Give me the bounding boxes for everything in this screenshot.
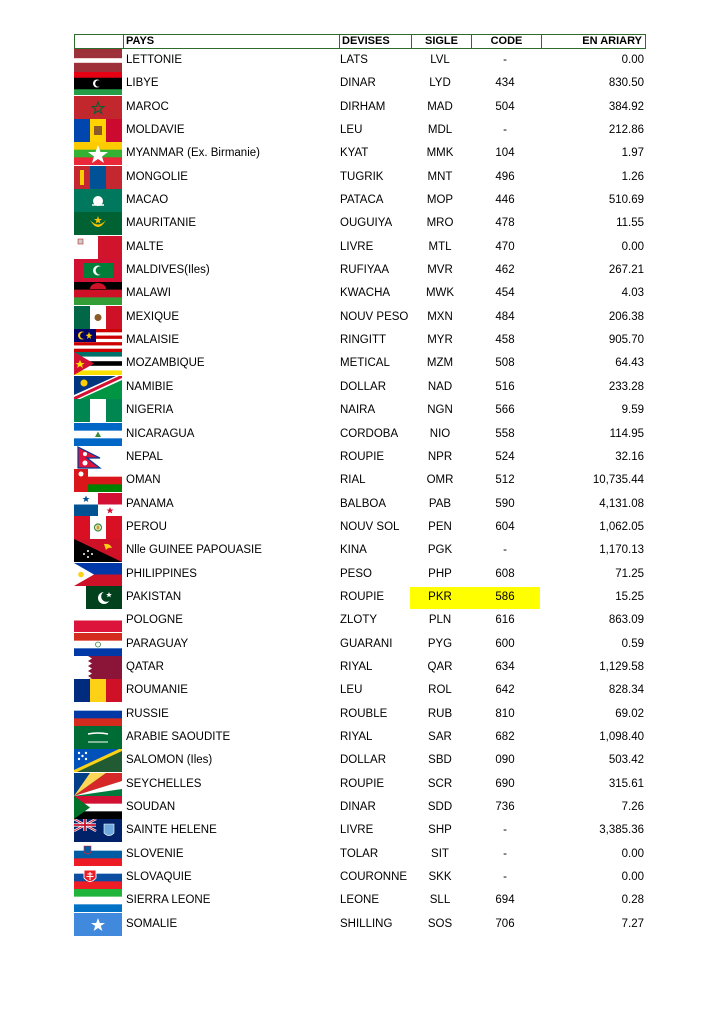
cell-pays: SOUDAN (126, 801, 176, 813)
table-header (74, 34, 646, 49)
cell-en-ariary: 905.70 (608, 334, 644, 347)
table-row (74, 516, 646, 539)
cell-sigle: SIT (431, 847, 449, 860)
cell-sigle: MTL (428, 240, 452, 253)
cell-code: 516 (495, 380, 515, 393)
cell-devises: KYAT (340, 147, 369, 160)
cell-en-ariary: 315.61 (608, 777, 644, 790)
cell-pays: NEPAL (126, 450, 163, 463)
cell-en-ariary: 0.28 (621, 894, 644, 907)
cell-sigle: MZM (426, 357, 454, 370)
cell-sigle: SDD (427, 801, 453, 813)
table-row (74, 236, 646, 259)
cell-en-ariary: 503.42 (608, 754, 644, 767)
header-flag-cell (75, 35, 125, 48)
cell-sigle: SOS (427, 917, 453, 930)
cell-en-ariary: 15.25 (615, 590, 644, 603)
cell-sigle: PLN (428, 614, 452, 627)
table-row (74, 259, 646, 282)
cell-en-ariary: 384.92 (608, 100, 644, 113)
mauritanie-flag-icon (74, 212, 122, 235)
table-row (74, 469, 646, 492)
cell-code: - (503, 824, 507, 837)
header-sigle: SIGLE (411, 35, 471, 48)
cell-devises: KWACHA (340, 287, 391, 300)
table-row (74, 866, 646, 889)
cell-en-ariary: 0.00 (621, 240, 644, 253)
cell-sigle: NAD (427, 380, 453, 393)
cell-code: 434 (495, 77, 515, 90)
table-row (74, 119, 646, 142)
nigeria-flag-icon (74, 399, 122, 422)
cell-sigle: OMR (426, 474, 454, 487)
cell-devises: ROUPIE (340, 777, 385, 790)
cell-code: 446 (495, 194, 515, 207)
cell-pays: PHILIPPINES (126, 567, 197, 580)
cell-en-ariary: 1,098.40 (599, 730, 644, 743)
cell-pays: OMAN (126, 474, 161, 487)
namibie-flag-icon (74, 376, 122, 399)
header-code: CODE (471, 35, 541, 48)
cell-en-ariary: 0.59 (621, 637, 644, 650)
cell-pays: SLOVENIE (126, 847, 184, 860)
cell-code: 496 (495, 170, 515, 183)
cell-devises: PATACA (340, 194, 384, 207)
cell-en-ariary: 4.03 (621, 287, 644, 300)
cell-sigle: PGK (427, 544, 453, 557)
cell-en-ariary: 0.00 (621, 54, 644, 66)
perou-flag-icon (74, 516, 122, 539)
cell-devises: LATS (340, 54, 368, 66)
cell-code: 642 (495, 684, 515, 697)
cell-devises: OUGUIYA (340, 217, 393, 230)
cell-code: 634 (495, 660, 515, 673)
qatar-flag-icon (74, 656, 122, 679)
paraguay-flag-icon (74, 633, 122, 656)
cell-devises: PESO (340, 567, 372, 580)
cell-pays: SIERRA LEONE (126, 894, 211, 907)
cell-devises: CORDOBA (340, 427, 399, 440)
maroc-flag-icon (74, 96, 122, 119)
cell-devises: DOLLAR (340, 380, 387, 393)
table-row (74, 703, 646, 726)
cell-sigle: MWK (425, 287, 455, 300)
cell-sigle: MDL (427, 124, 453, 137)
sierra-leone-flag-icon (74, 889, 122, 912)
cell-en-ariary: 1,062.05 (599, 520, 644, 533)
cell-code: 604 (495, 520, 515, 533)
cell-en-ariary: 10,735.44 (592, 474, 644, 487)
cell-pays: MALAWI (126, 287, 171, 300)
cell-en-ariary: 0.00 (621, 871, 644, 884)
cell-sigle: RUB (427, 707, 453, 720)
lettonie-flag-icon (74, 49, 122, 72)
nicaragua-flag-icon (74, 423, 122, 446)
cell-code: 586 (495, 590, 515, 603)
cell-en-ariary: 7.27 (621, 917, 644, 930)
cell-pays: MACAO (126, 194, 169, 207)
cell-devises: RUFIYAA (340, 264, 389, 277)
cell-devises: GUARANI (340, 637, 393, 650)
cell-code: 694 (495, 894, 515, 907)
cell-devises: LEONE (340, 894, 379, 907)
table-row (74, 913, 646, 936)
cell-code: 682 (495, 730, 515, 743)
cell-pays: MALDIVES(Iles) (126, 264, 210, 277)
cell-sigle: MVR (427, 264, 453, 277)
cell-pays: SAINTE HELENE (126, 824, 217, 837)
cell-pays: MOZAMBIQUE (126, 357, 205, 370)
table-row (74, 306, 646, 329)
cell-pays: MAURITANIE (126, 217, 197, 230)
macao-flag-icon (74, 189, 122, 212)
cell-pays: PARAGUAY (126, 637, 189, 650)
cell-sigle: MYR (427, 334, 453, 347)
cell-en-ariary: 4,131.08 (599, 497, 644, 510)
cell-devises: NOUV SOL (340, 520, 400, 533)
cell-code: 706 (495, 917, 515, 930)
cell-sigle: PKR (428, 590, 452, 603)
cell-sigle: SLL (429, 894, 451, 907)
cell-code: - (503, 54, 507, 66)
cell-code: 690 (495, 777, 515, 790)
table-row (74, 843, 646, 866)
cell-pays: QATAR (126, 660, 164, 673)
cell-pays: ARABIE SAOUDITE (126, 730, 231, 743)
cell-sigle: PEN (428, 520, 452, 533)
cell-pays: MYANMAR (Ex. Birmanie) (126, 147, 260, 160)
cell-en-ariary: 828.34 (608, 684, 644, 697)
table-row (74, 749, 646, 772)
cell-pays: MALTE (126, 240, 164, 253)
slovaquie-flag-icon (74, 866, 122, 889)
pologne-flag-icon (74, 609, 122, 632)
header-devises: DEVISES (339, 35, 411, 48)
cell-en-ariary: 69.02 (615, 707, 644, 720)
malaisie-flag-icon (74, 329, 122, 352)
cell-devises: KINA (340, 544, 367, 557)
cell-code: 484 (495, 310, 515, 323)
cell-devises: TUGRIK (340, 170, 384, 183)
cell-en-ariary: 233.28 (608, 380, 644, 393)
cell-devises: LEU (340, 684, 363, 697)
cell-en-ariary: 114.95 (609, 427, 644, 440)
cell-devises: DIRHAM (340, 100, 386, 113)
cell-devises: NAIRA (340, 404, 376, 417)
cell-sigle: NIO (429, 427, 451, 440)
cell-sigle: SHP (428, 824, 452, 837)
cell-code: 104 (495, 147, 515, 160)
cell-devises: ZLOTY (340, 614, 378, 627)
cell-sigle: ROL (428, 684, 452, 697)
table-row (74, 399, 646, 422)
cell-code: 608 (495, 567, 515, 580)
cell-sigle: MMK (426, 147, 454, 160)
cell-pays: MALAISIE (126, 334, 180, 347)
cell-sigle: NGN (427, 404, 453, 417)
libye-flag-icon (74, 72, 122, 95)
cell-en-ariary: 1,170.13 (599, 544, 644, 557)
cell-code: - (503, 124, 507, 137)
table-row (74, 282, 646, 305)
table-row (74, 189, 646, 212)
cell-en-ariary: 71.25 (615, 567, 644, 580)
cell-devises: LEU (340, 124, 363, 137)
cell-pays: NICARAGUA (126, 427, 195, 440)
sainte-helene-flag-icon (74, 819, 122, 842)
cell-en-ariary: 64.43 (615, 357, 644, 370)
table-row (74, 212, 646, 235)
oman-flag-icon (74, 469, 122, 492)
cell-pays: SLOVAQUIE (126, 871, 192, 884)
cell-code: - (503, 847, 507, 860)
arabie-saoudite-flag-icon (74, 726, 122, 749)
malawi-flag-icon (74, 282, 122, 305)
cell-devises: BALBOA (340, 497, 387, 510)
mongolie-flag-icon (74, 166, 122, 189)
cell-devises: SHILLING (340, 917, 393, 930)
cell-en-ariary: 11.55 (616, 217, 644, 230)
cell-sigle: PYG (427, 637, 453, 650)
cell-code: 600 (495, 637, 515, 650)
cell-code: 566 (495, 404, 515, 417)
cell-devises: RINGITT (340, 334, 386, 347)
table-row (74, 796, 646, 819)
seychelles-flag-icon (74, 773, 122, 796)
cell-devises: LIVRE (340, 240, 374, 253)
cell-code: 454 (495, 287, 515, 300)
cell-pays: NIGERIA (126, 404, 174, 417)
salomon-flag-icon (74, 749, 122, 772)
cell-code: 458 (495, 334, 515, 347)
cell-code: 590 (495, 497, 515, 510)
cell-code: 616 (495, 614, 515, 627)
cell-en-ariary: 863.09 (608, 614, 644, 627)
exchange-rate-table (74, 34, 646, 936)
cell-devises: DINAR (340, 77, 376, 90)
cell-sigle: PHP (428, 567, 452, 580)
table-row (74, 563, 646, 586)
cell-en-ariary: 3,385.36 (599, 824, 644, 837)
cell-sigle: SKK (428, 871, 452, 884)
table-row (74, 166, 646, 189)
cell-devises: RIYAL (340, 660, 373, 673)
cell-pays: PANAMA (126, 497, 174, 510)
cell-en-ariary: 830.50 (608, 77, 644, 90)
cell-sigle: SCR (427, 777, 453, 790)
cell-devises: RIYAL (340, 730, 373, 743)
cell-sigle: MRO (426, 217, 454, 230)
cell-code: 810 (495, 707, 515, 720)
soudan-flag-icon (74, 796, 122, 819)
table-row (74, 352, 646, 375)
cell-sigle: MOP (426, 194, 454, 207)
cell-en-ariary: 1.26 (621, 170, 644, 183)
table-row (74, 773, 646, 796)
table-row (74, 889, 646, 912)
table-row (74, 679, 646, 702)
cell-sigle: MNT (427, 170, 453, 183)
cell-sigle: LYD (429, 77, 451, 90)
cell-code: 558 (495, 427, 515, 440)
nepal-flag-icon (74, 446, 122, 469)
cell-pays: SALOMON (Iles) (126, 754, 213, 767)
cell-pays: MONGOLIE (126, 170, 188, 183)
slovenie-flag-icon (74, 843, 122, 866)
table-row (74, 376, 646, 399)
moldavie-flag-icon (74, 119, 122, 142)
cell-pays: RUSSIE (126, 707, 169, 720)
cell-code: 504 (495, 100, 515, 113)
cell-code: 524 (495, 450, 515, 463)
cell-devises: ROUBLE (340, 707, 388, 720)
cell-en-ariary: 0.00 (621, 847, 644, 860)
table-row (74, 142, 646, 165)
cell-en-ariary: 1,129.58 (599, 660, 644, 673)
cell-code: 090 (495, 754, 515, 767)
roumanie-flag-icon (74, 679, 122, 702)
cell-code: 478 (495, 217, 515, 230)
table-row (74, 819, 646, 842)
panama-flag-icon (74, 493, 122, 516)
table-row (74, 539, 646, 562)
cell-code: 462 (495, 264, 515, 277)
cell-en-ariary: 510.69 (608, 194, 644, 207)
table-row (74, 633, 646, 656)
cell-devises: RIAL (340, 474, 366, 487)
cell-en-ariary: 267.21 (608, 264, 644, 277)
maldives-flag-icon (74, 259, 122, 282)
cell-devises: ROUPIE (340, 450, 385, 463)
cell-en-ariary: 206.38 (608, 310, 644, 323)
cell-pays: MAROC (126, 100, 169, 113)
cell-pays: LIBYE (126, 77, 159, 90)
cell-devises: DINAR (340, 801, 376, 813)
table-row (74, 446, 646, 469)
cell-code: - (503, 544, 507, 557)
table-row (74, 72, 646, 95)
cell-en-ariary: 32.16 (615, 450, 644, 463)
cell-en-ariary: 1.97 (621, 147, 644, 160)
table-row (74, 609, 646, 632)
cell-pays: LETTONIE (126, 54, 183, 66)
table-row (74, 493, 646, 516)
cell-code: 736 (495, 801, 515, 813)
table-row (74, 423, 646, 446)
header-pays: PAYS (123, 35, 339, 48)
philippines-flag-icon (74, 563, 122, 586)
russie-flag-icon (74, 703, 122, 726)
cell-pays: ROUMANIE (126, 684, 188, 697)
mozambique-flag-icon (74, 352, 122, 375)
table-row (74, 656, 646, 679)
cell-pays: MOLDAVIE (126, 124, 185, 137)
somalie-flag-icon (74, 913, 122, 936)
cell-en-ariary: 9.59 (621, 404, 644, 417)
table-row (74, 586, 646, 609)
cell-devises: ROUPIE (340, 590, 385, 603)
cell-sigle: NPR (427, 450, 453, 463)
cell-pays: SEYCHELLES (126, 777, 202, 790)
table-row (74, 96, 646, 119)
cell-pays: NAMIBIE (126, 380, 174, 393)
cell-code: 508 (495, 357, 515, 370)
cell-devises: TOLAR (340, 847, 379, 860)
cell-sigle: SBD (428, 754, 452, 767)
papouasie-flag-icon (74, 539, 122, 562)
cell-sigle: LVL (430, 54, 450, 66)
cell-pays: PAKISTAN (126, 590, 182, 603)
table-row (74, 726, 646, 749)
cell-sigle: PAB (428, 497, 452, 510)
cell-devises: NOUV PESO (340, 310, 409, 323)
cell-sigle: QAR (427, 660, 453, 673)
cell-devises: LIVRE (340, 824, 374, 837)
table-row (74, 329, 646, 352)
cell-pays: PEROU (126, 520, 167, 533)
cell-devises: COURONNE (340, 871, 408, 884)
cell-code: - (503, 871, 507, 884)
header-en-ariary: EN ARIARY (541, 35, 645, 48)
cell-pays: MEXIQUE (126, 310, 180, 323)
myanmar-flag-icon (74, 142, 122, 165)
cell-sigle: MXN (427, 310, 453, 323)
cell-sigle: SAR (428, 730, 452, 743)
table-row (74, 49, 646, 72)
mexique-flag-icon (74, 306, 122, 329)
table-body (74, 49, 646, 936)
cell-devises: DOLLAR (340, 754, 387, 767)
malte-flag-icon (74, 236, 122, 259)
cell-en-ariary: 7.26 (621, 801, 644, 813)
cell-pays: POLOGNE (126, 614, 183, 627)
cell-sigle: MAD (427, 100, 453, 113)
pakistan-flag-icon (74, 586, 122, 609)
cell-code: 512 (495, 474, 515, 487)
cell-pays: SOMALIE (126, 917, 178, 930)
cell-en-ariary: 212.86 (608, 124, 644, 137)
cell-code: 470 (495, 240, 515, 253)
cell-devises: METICAL (340, 357, 390, 370)
cell-pays: Nlle GUINEE PAPOUASIE (126, 544, 262, 557)
